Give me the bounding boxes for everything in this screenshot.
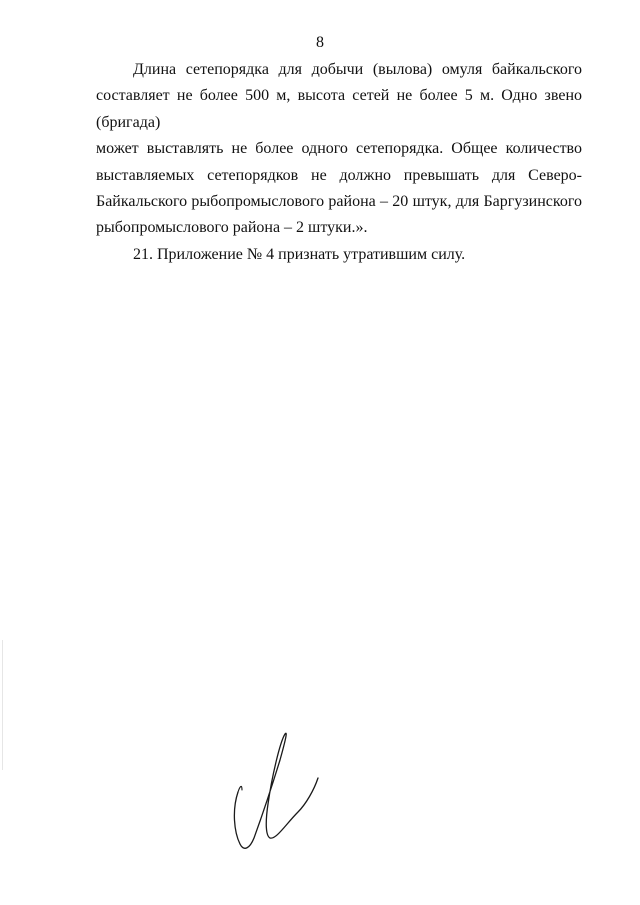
paragraph-omul-net-length bbox=[96, 57, 582, 242]
text-line: выставляемых сетепорядков не должно превышать для Северо- bbox=[96, 166, 582, 184]
document-body bbox=[96, 57, 582, 268]
text-line: рыбопромыслового района – 2 штуки.». bbox=[96, 219, 368, 237]
scan-edge-mark bbox=[2, 640, 3, 770]
text-line: Байкальского рыбопромыслового района – 20 штук, для Баргузинского bbox=[96, 193, 582, 211]
signature-icon bbox=[228, 720, 328, 860]
text-line: составляет не более 500 м, высота сетей не более 5 м. Одно звено (бригада) bbox=[96, 87, 582, 131]
page-number: 8 bbox=[316, 34, 324, 51]
text-line: может выставлять не более одного сетепорядка. Общее количество bbox=[96, 140, 582, 158]
text-line: Длина сетепорядка для добычи (вылова) омуля байкальского bbox=[133, 61, 582, 78]
text-line: 21. Приложение № 4 признать утратившим силу. bbox=[133, 245, 466, 263]
paragraph-item-21 bbox=[96, 242, 582, 268]
